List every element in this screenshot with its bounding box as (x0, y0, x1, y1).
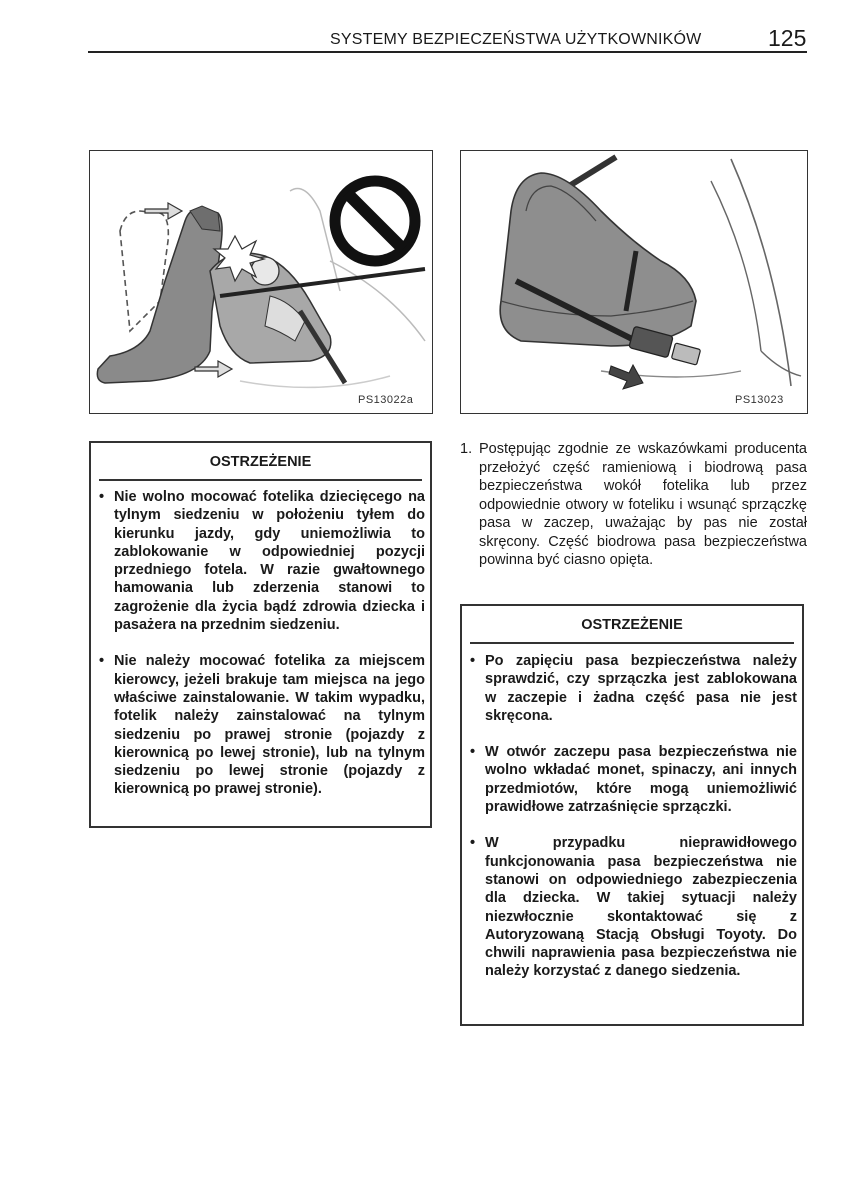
warning-rule (99, 479, 422, 481)
warning-box-left (89, 441, 432, 828)
warning-list (469, 652, 797, 999)
step-text: Postępując zgodnie ze wskazówkami producenta przełożyć część ramieniową i biodrową pasa bezpieczeństwa wokół fotelika lub przez odpowiednie otwory w foteliku i wsunąć sprzączkę pasa w zaczep, uważając by pas nie został skręcony. Część biodrowa pasa bezpieczeństwa powinna być ciasno opięta. (479, 441, 807, 568)
figure-code: PS13022a (358, 394, 414, 406)
step-1 (460, 440, 807, 570)
illustration-belt-routing (461, 151, 807, 413)
bullet: • (470, 835, 476, 852)
warning-item-text: W otwór zaczepu pasa bezpieczeństwa nie wolno wkładać monet, spinaczy, ani innych przedmiotów, które mogą uniemożliwić prawidłowe zatrzaśnięcie sprzączki. (485, 744, 797, 816)
warning-title: OSTRZEŻENIE (581, 617, 683, 633)
figure-belt-routing (460, 150, 808, 414)
section-title: SYSTEMY BEZPIECZEŃSTWA UŻYTKOWNIKÓW (330, 31, 702, 48)
warning-item (98, 652, 425, 798)
warning-title: OSTRZEŻENIE (209, 454, 312, 470)
warning-item (98, 488, 425, 634)
figure-code: PS13023 (735, 394, 784, 406)
page-number: 125 (768, 25, 807, 51)
illustration-prohibited (90, 151, 432, 413)
bullet: • (99, 653, 105, 670)
warning-item (469, 834, 797, 980)
warning-list (98, 488, 425, 817)
header-rule (88, 51, 807, 53)
warning-item-text: Nie wolno mocować fotelika dziecięcego na tylnym siedzeniu w położeniu tyłem do kierunku jazdy, gdy uniemożliwia to zablokowanie w odpowiedniej pozycji przedniego fotela. W razie gwałtownego hamowania lub zderzenia stanowi to zagrożenie dla życia bądź zdrowia dziecka i pasażera na przednim siedzeniu. (114, 489, 425, 634)
warning-box-right (460, 604, 804, 1026)
prohibition-icon (335, 181, 415, 261)
warning-item-text: Po zapięciu pasa bezpieczeństwa należy sprawdzić, czy sprzączka jest zablokowana w zaczepie i żadna część pasa nie jest skręcona. (485, 653, 797, 724)
figure-prohibited-installation (89, 150, 433, 414)
warning-item (469, 743, 797, 816)
bullet: • (470, 653, 476, 669)
step-number: 1. (460, 441, 473, 457)
warning-item (469, 652, 797, 725)
warning-item-text: Nie należy mocować fotelika za miejscem kierowcy, jeżeli brakuje tam miejsca na jego właściwe zainstalowanie. W takim wypadku, fotelik należy zainstalować na tylnym siedzeniu po prawej stronie (pojazdy z kierownicą po lewej stronie), lub na tylnym siedzeniu po lewej stronie (pojazdy z kierownicą po prawej stronie). (114, 653, 425, 798)
bullet: • (470, 744, 476, 761)
arrow-icon (609, 365, 643, 389)
warning-item-text: W przypadku nieprawidłowego funkcjonowania pasa bezpieczeństwa nie stanowi on odpowiedniego zabezpieczenia dla dziecka. W takiej sytuacji należy niezwłocznie skontaktować się z Autoryzowaną Stacją Obsługi Toyoty. Do chwili naprawienia pasa bezpieczeństwa nie należy korzystać z danego siedzenia. (485, 835, 797, 980)
warning-rule (470, 642, 794, 644)
bullet: • (99, 489, 105, 505)
